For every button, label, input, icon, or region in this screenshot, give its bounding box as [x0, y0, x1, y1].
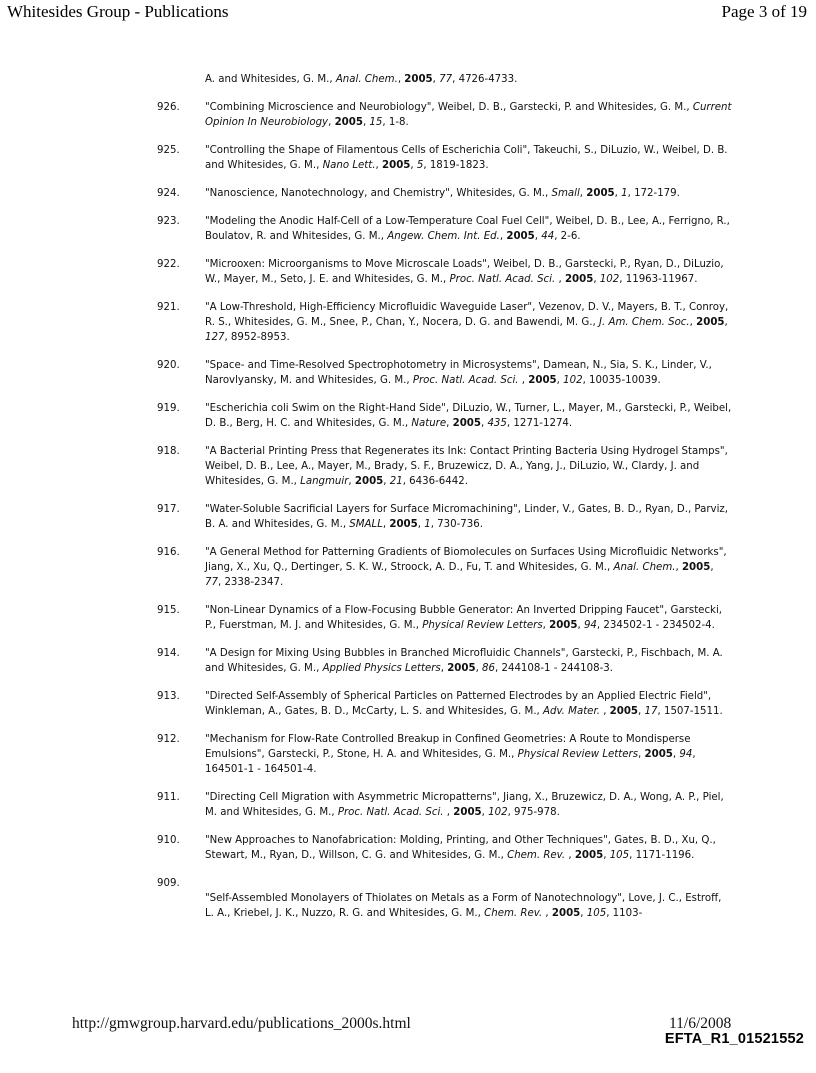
entry-pages: , 1171-1196. — [629, 850, 695, 861]
entry-title-authors: "Controlling the Shape of Filamentous Cells of Escherichia Coli", Takeuchi, S., DiLuzio, W., Weibel, D. B. and Whitesides, G. M., — [205, 145, 728, 171]
entry-volume: 102 — [563, 375, 583, 386]
entry-number: 924. — [157, 188, 180, 199]
entry-volume: 77 — [205, 577, 218, 588]
publication-entry — [157, 444, 732, 489]
page-number: Page 3 of 19 — [721, 2, 807, 21]
publication-entry — [157, 603, 732, 633]
entry-number: 917. — [157, 504, 180, 515]
entry-number: 923. — [157, 216, 180, 227]
entry-pages: , 234502-1 - 234502-4. — [596, 620, 715, 631]
entry-volume: 105 — [609, 850, 630, 861]
entry-journal: Anal. Chem. — [335, 74, 398, 85]
entry-citation: "A Low-Threshold, High-Efficiency Microfluidic Waveguide Laser", Vezenov, D. V., Mayers, B. T., Conroy, R. S., Whitesides, G. M., Snee, P., Chan, Y., Nocera, D. G. and Bawendi, M. G., J. Am. Chem. Soc., 2005, 127, 8952-8953. — [205, 302, 729, 343]
entry-number: 921. — [157, 302, 180, 313]
entry-title-authors: "A Bacterial Printing Press that Regenerates its Ink: Contact Printing Bacteria Using Hydrogel Stamps", Weibel, D. B., Lee, A., Mayer, M., Brady, S. F., Bruzewicz, D. A., Yang, J., DiLuzio, W., Clardy, J. and Whitesides, G. M., — [205, 446, 728, 487]
entry-number: 909. — [157, 878, 180, 889]
entry-citation: "Directing Cell Migration with Asymmetric Micropatterns", Jiang, X., Bruzewicz, D. A., Wong, A. P., Piel, M. and Whitesides, G. M., Proc. Natl. Acad. Sci. , 2005, 102, 975-978. — [205, 792, 724, 818]
entry-title-authors: "Modeling the Anodic Half-Cell of a Low-Temperature Coal Fuel Cell", Weibel, D. B., Lee, A., Ferrigno, R., Boulatov, R. and Whitesides, G. M., — [205, 216, 730, 242]
entry-year: 2005 — [453, 807, 482, 818]
entry-year: 2005 — [447, 663, 476, 674]
header-title: Whitesides Group - Publications — [7, 2, 229, 21]
entry-number: 922. — [157, 259, 180, 270]
footer-url: http://gmwgroup.harvard.edu/publications_2000s.html — [72, 1015, 411, 1032]
entry-year: 2005 — [681, 562, 711, 573]
continued-entry: A. and Whitesides, G. M., Anal. Chem., 2005, 77, 4726-4733. — [205, 74, 518, 85]
entry-citation: "Modeling the Anodic Half-Cell of a Low-Temperature Coal Fuel Cell", Weibel, D. B., Lee, A., Ferrigno, R., Boulatov, R. and Whitesides, G. M., Angew. Chem. Int. Ed., 2005, 44, 2-6. — [205, 216, 730, 242]
entry-volume: 105 — [586, 908, 607, 919]
entry-journal: Current Opinion In Neurobiology — [205, 102, 732, 128]
publication-entry — [157, 143, 732, 173]
entry-citation: "Mechanism for Flow-Rate Controlled Breakup in Confined Geometries: A Route to Mondisperse Emulsions", Garstecki, P., Stone, H. A. and Whitesides, G. M., Physical Review Letters, 2005, 94, 164501-1 - 164501-4. — [205, 734, 696, 775]
footer-date: 11/6/2008 — [669, 1015, 732, 1032]
entry-journal: Proc. Natl. Acad. Sci. — [412, 375, 522, 386]
entry-number: 912. — [157, 734, 180, 745]
entry-journal: Chem. Rev. — [484, 908, 546, 919]
entry-volume: 15 — [369, 117, 383, 128]
entry-journal: Proc. Natl. Acad. Sci. — [337, 807, 447, 818]
entry-year: 2005 — [574, 850, 604, 861]
entry-number: 925. — [157, 145, 180, 156]
entry-pages: , 2338-2347. — [217, 577, 284, 588]
entry-journal: Small — [551, 188, 580, 199]
entry-year: 2005 — [506, 231, 535, 242]
entry-title-authors: "Self-Assembled Monolayers of Thiolates on Metals as a Form of Nanotechnology", Love, J. C., Estroff, L. A., Kriebel, J. K., Nuzzo, R. G. and Whitesides, G. M., — [205, 893, 722, 919]
entry-number: 910. — [157, 835, 180, 846]
entry-volume: 21 — [389, 476, 403, 487]
entry-citation: "Directed Self-Assembly of Spherical Particles on Patterned Electrodes by an Applied Electric Field", Winkleman, A., Gates, B. D., McCarty, L. S. and Whitesides, G. M., Adv. Mater. , 2005, 17, 1507-1511. — [205, 691, 723, 717]
entry-year: 2005 — [354, 476, 384, 487]
entry-pages: , 164501-1 - 164501-4. — [205, 749, 696, 775]
entry-year: 2005 — [549, 620, 578, 631]
entry-pages: , 10035-10039. — [582, 375, 661, 386]
entry-journal: Physical Review Letters — [422, 620, 543, 631]
entry-volume: 127 — [205, 332, 225, 343]
entry-volume: 1 — [621, 188, 628, 199]
entry-year: 2005 — [564, 274, 594, 285]
entry-journal: Langmuir — [300, 476, 349, 487]
entry-year: 2005 — [389, 519, 418, 530]
entry-journal: Adv. Mater. — [543, 706, 604, 717]
entry-volume: 86 — [482, 663, 496, 674]
entry-volume: 5 — [416, 160, 424, 171]
entry-citation: "Self-Assembled Monolayers of Thiolates on Metals as a Form of Nanotechnology", Love, J. C., Estroff, L. A., Kriebel, J. K., Nuzzo, R. G. and Whitesides, G. M., Chem. Rev. , 2005, 105, 1103- — [205, 893, 722, 919]
entry-journal: Chem. Rev. — [507, 850, 569, 861]
entry-title-authors: "A General Method for Patterning Gradients of Biomolecules on Surfaces Using Microfluidic Networks", Jiang, X., Xu, Q., Dertinger, S. K. W., Stroock, A. D., Fu, T. and Whitesides, G. M., — [205, 547, 727, 573]
entry-journal: Angew. Chem. Int. Ed. — [387, 231, 500, 242]
publication-entry — [157, 401, 732, 431]
entry-citation: "Space- and Time-Resolved Spectrophotometry in Microsystems", Damean, N., Sia, S. K., Linder, V., Narovlyansky, M. and Whitesides, G. M., Proc. Natl. Acad. Sci. , 2005, 102, 10035-10039. — [205, 360, 712, 386]
entry-volume: 94 — [583, 620, 597, 631]
publication-entry — [157, 545, 732, 590]
entry-title-authors: "New Approaches to Nanofabrication: Molding, Printing, and Other Techniques", Gates, B. D., Xu, Q., Stewart, M., Ryan, D., Willson, C. G. and Whitesides, G. M., — [205, 835, 716, 861]
publication-entry — [157, 732, 732, 777]
publication-entry — [157, 502, 732, 532]
entry-pages: , 1103- — [606, 908, 643, 919]
entry-title-authors: "Microoxen: Microorganisms to Move Microscale Loads", Weibel, D. B., Garstecki, P., Ryan, D., DiLuzio, W., Mayer, M., Seto, J. E. and Whitesides, G. M., — [205, 259, 724, 285]
entry-year: 2005 — [452, 418, 481, 429]
publication-entry — [157, 100, 732, 130]
entry-journal: Physical Review Letters — [517, 749, 639, 760]
entry-pages: , 975-978. — [507, 807, 560, 818]
entry-number: 913. — [157, 691, 180, 702]
entry-pages: , 1271-1274. — [506, 418, 573, 429]
entry-year: 2005 — [609, 706, 639, 717]
publication-entry — [157, 646, 732, 676]
entry-title-authors: "Non-Linear Dynamics of a Flow-Focusing Bubble Generator: An Inverted Dripping Faucet", Garstecki, P., Fuerstman, M. J. and Whitesides, G. M., — [205, 605, 723, 631]
entry-citation: "Non-Linear Dynamics of a Flow-Focusing Bubble Generator: An Inverted Dripping Faucet", Garstecki, P., Fuerstman, M. J. and Whitesides, G. M., Physical Review Letters, 2005, 94, 234502-1 - 234502-4. — [205, 605, 723, 631]
publication-entry — [157, 876, 732, 921]
entry-number: 918. — [157, 446, 180, 457]
entry-title-authors: "Water-Soluble Sacrificial Layers for Surface Micromachining", Linder, V., Gates, B. D., Ryan, D., Parviz, B. A. and Whitesides, G. M., — [205, 504, 728, 530]
entry-citation: "Controlling the Shape of Filamentous Cells of Escherichia Coli", Takeuchi, S., DiLuzio, W., Weibel, D. B. and Whitesides, G. M., Nano Lett., 2005, 5, 1819-1823. — [205, 145, 728, 171]
entry-number: 916. — [157, 547, 180, 558]
publication-entry — [157, 257, 732, 287]
entry-pages: , 244108-1 - 244108-3. — [495, 663, 613, 674]
entry-pages: , 2-6. — [554, 231, 581, 242]
entry-title-authors: "Combining Microscience and Neurobiology", Weibel, D. B., Garstecki, P. and Whitesides, G. M., — [205, 102, 693, 113]
entry-volume: 94 — [679, 749, 693, 760]
entry-journal: Nature — [411, 418, 447, 429]
entry-number: 920. — [157, 360, 180, 371]
entry-title-authors: "Mechanism for Flow-Rate Controlled Breakup in Confined Geometries: A Route to Mondisperse Emulsions", Garstecki, P., Stone, H. A. and Whitesides, G. M., — [205, 734, 691, 760]
publication-entry — [157, 689, 732, 719]
entry-citation: "New Approaches to Nanofabrication: Molding, Printing, and Other Techniques", Gates, B. D., Xu, Q., Stewart, M., Ryan, D., Willson, C. G. and Whitesides, G. M., Chem. Rev. , 2005, 105, 1171-1196. — [205, 835, 716, 861]
entry-pages: , 6436-6442. — [402, 476, 468, 487]
entry-citation: "Escherichia coli Swim on the Right-Hand Side", DiLuzio, W., Turner, L., Mayer, M., Garstecki, P., Weibel, D. B., Berg, H. C. and Whitesides, G. M., Nature, 2005, 435, 1271-1274. — [205, 403, 732, 429]
entry-authors: A. and Whitesides, G. M., — [205, 74, 336, 85]
entry-volume: 44 — [541, 231, 555, 242]
entry-title-authors: "Nanoscience, Nanotechnology, and Chemistry", Whitesides, G. M., — [205, 188, 552, 199]
entry-title-authors: "A Low-Threshold, High-Efficiency Microfluidic Waveguide Laser", Vezenov, D. V., Mayers, B. T., Conroy, R. S., Whitesides, G. M., Snee, P., Chan, Y., Nocera, D. G. and Bawendi, M. G., — [205, 302, 729, 328]
entry-year: 2005 — [586, 188, 615, 199]
publication-entry — [157, 300, 732, 345]
entry-pages: , 172-179. — [627, 188, 680, 199]
entry-title-authors: "Escherichia coli Swim on the Right-Hand Side", DiLuzio, W., Turner, L., Mayer, M., Garstecki, P., Weibel, D. B., Berg, H. C. and Whitesides, G. M., — [205, 403, 732, 429]
entry-pages: , 11963-11967. — [619, 274, 698, 285]
document-id: EFTA_R1_01521552 — [664, 1031, 804, 1047]
entry-pages: , 1-8. — [382, 117, 409, 128]
entry-volume: 102 — [488, 807, 508, 818]
entry-number: 919. — [157, 403, 180, 414]
entry-pages: , 730-736. — [430, 519, 483, 530]
entry-title-authors: "A Design for Mixing Using Bubbles in Branched Microfluidic Channels", Garstecki, P., Fischbach, M. A. and Whitesides, G. M., — [205, 648, 723, 674]
entry-pages: , 4726-4733. — [452, 74, 518, 85]
entry-journal: Nano Lett. — [322, 160, 376, 171]
entry-journal: Applied Physics Letters — [322, 663, 441, 674]
entry-citation: "A Bacterial Printing Press that Regenerates its Ink: Contact Printing Bacteria Using Hydrogel Stamps", Weibel, D. B., Lee, A., Mayer, M., Brady, S. F., Bruzewicz, D. A., Yang, J., DiLuzio, W., Clardy, J. and Whitesides, G. M., Langmuir, 2005, 21, 6436-6442. — [205, 446, 728, 487]
entry-citation: "Nanoscience, Nanotechnology, and Chemistry", Whitesides, G. M., Small, 2005, 1, 172-179. — [205, 188, 680, 199]
entry-citation: "A Design for Mixing Using Bubbles in Branched Microfluidic Channels", Garstecki, P., Fischbach, M. A. and Whitesides, G. M., Applied Physics Letters, 2005, 86, 244108-1 - 244108-3. — [205, 648, 723, 674]
entry-citation: "Water-Soluble Sacrificial Layers for Surface Micromachining", Linder, V., Gates, B. D., Ryan, D., Parviz, B. A. and Whitesides, G. M., SMALL, 2005, 1, 730-736. — [205, 504, 728, 530]
publication-entry — [157, 186, 732, 201]
entry-journal: SMALL — [349, 519, 383, 530]
entry-volume: 1 — [424, 519, 431, 530]
entry-journal: Proc. Natl. Acad. Sci. — [449, 274, 559, 285]
entry-citation: "Microoxen: Microorganisms to Move Microscale Loads", Weibel, D. B., Garstecki, P., Ryan, D., DiLuzio, W., Mayer, M., Seto, J. E. and Whitesides, G. M., Proc. Natl. Acad. Sci. , 2005, 102, 11963-11967. — [205, 259, 724, 285]
entry-pages: , 8952-8953. — [224, 332, 290, 343]
entry-title-authors: "Directed Self-Assembly of Spherical Particles on Patterned Electrodes by an Applied Electric Field", Winkleman, A., Gates, B. D., McCarty, L. S. and Whitesides, G. M., — [205, 691, 712, 717]
entry-number: 915. — [157, 605, 180, 616]
entry-citation: "Combining Microscience and Neurobiology", Weibel, D. B., Garstecki, P. and Whitesides, G. M., Current Opinion In Neurobiology, 2005, 15, 1-8. — [205, 102, 732, 128]
entry-number: 911. — [157, 792, 180, 803]
entry-volume: 17 — [644, 706, 658, 717]
entry-year: 2005 — [382, 160, 411, 171]
entry-journal: J. Am. Chem. Soc. — [599, 317, 690, 328]
publication-entry — [157, 833, 732, 863]
publication-entry — [157, 214, 732, 244]
entries — [157, 100, 732, 921]
entry-pages: , 1819-1823. — [423, 160, 489, 171]
publication-list — [157, 72, 732, 934]
entry-title-authors: "Space- and Time-Resolved Spectrophotometry in Microsystems", Damean, N., Sia, S. K., Linder, V., Narovlyansky, M. and Whitesides, G. M., — [205, 360, 712, 386]
publication-entry — [157, 790, 732, 820]
entry-volume: 435 — [487, 418, 507, 429]
publication-entry — [157, 358, 732, 388]
entry-pages: , 1507-1511. — [657, 706, 723, 717]
entry-year: 2005 — [334, 117, 363, 128]
entry-year: 2005 — [528, 375, 557, 386]
entry-title-authors: "Directing Cell Migration with Asymmetric Micropatterns", Jiang, X., Bruzewicz, D. A., Wong, A. P., Piel, M. and Whitesides, G. M., — [205, 792, 724, 818]
entry-volume: 102 — [599, 274, 620, 285]
entry-number: 926. — [157, 102, 180, 113]
entry-year: 2005 — [404, 74, 433, 85]
entry-journal: Anal. Chem. — [613, 562, 676, 573]
entry-year: 2005 — [696, 317, 725, 328]
entry-year: 2005 — [551, 908, 581, 919]
entry-citation: "A General Method for Patterning Gradients of Biomolecules on Surfaces Using Microfluidic Networks", Jiang, X., Xu, Q., Dertinger, S. K. W., Stroock, A. D., Fu, T. and Whitesides, G. M., Anal. Chem., 2005, 77, 2338-2347. — [205, 547, 727, 588]
entry-volume: 77 — [439, 74, 453, 85]
entry-number: 914. — [157, 648, 180, 659]
entry-year: 2005 — [644, 749, 673, 760]
